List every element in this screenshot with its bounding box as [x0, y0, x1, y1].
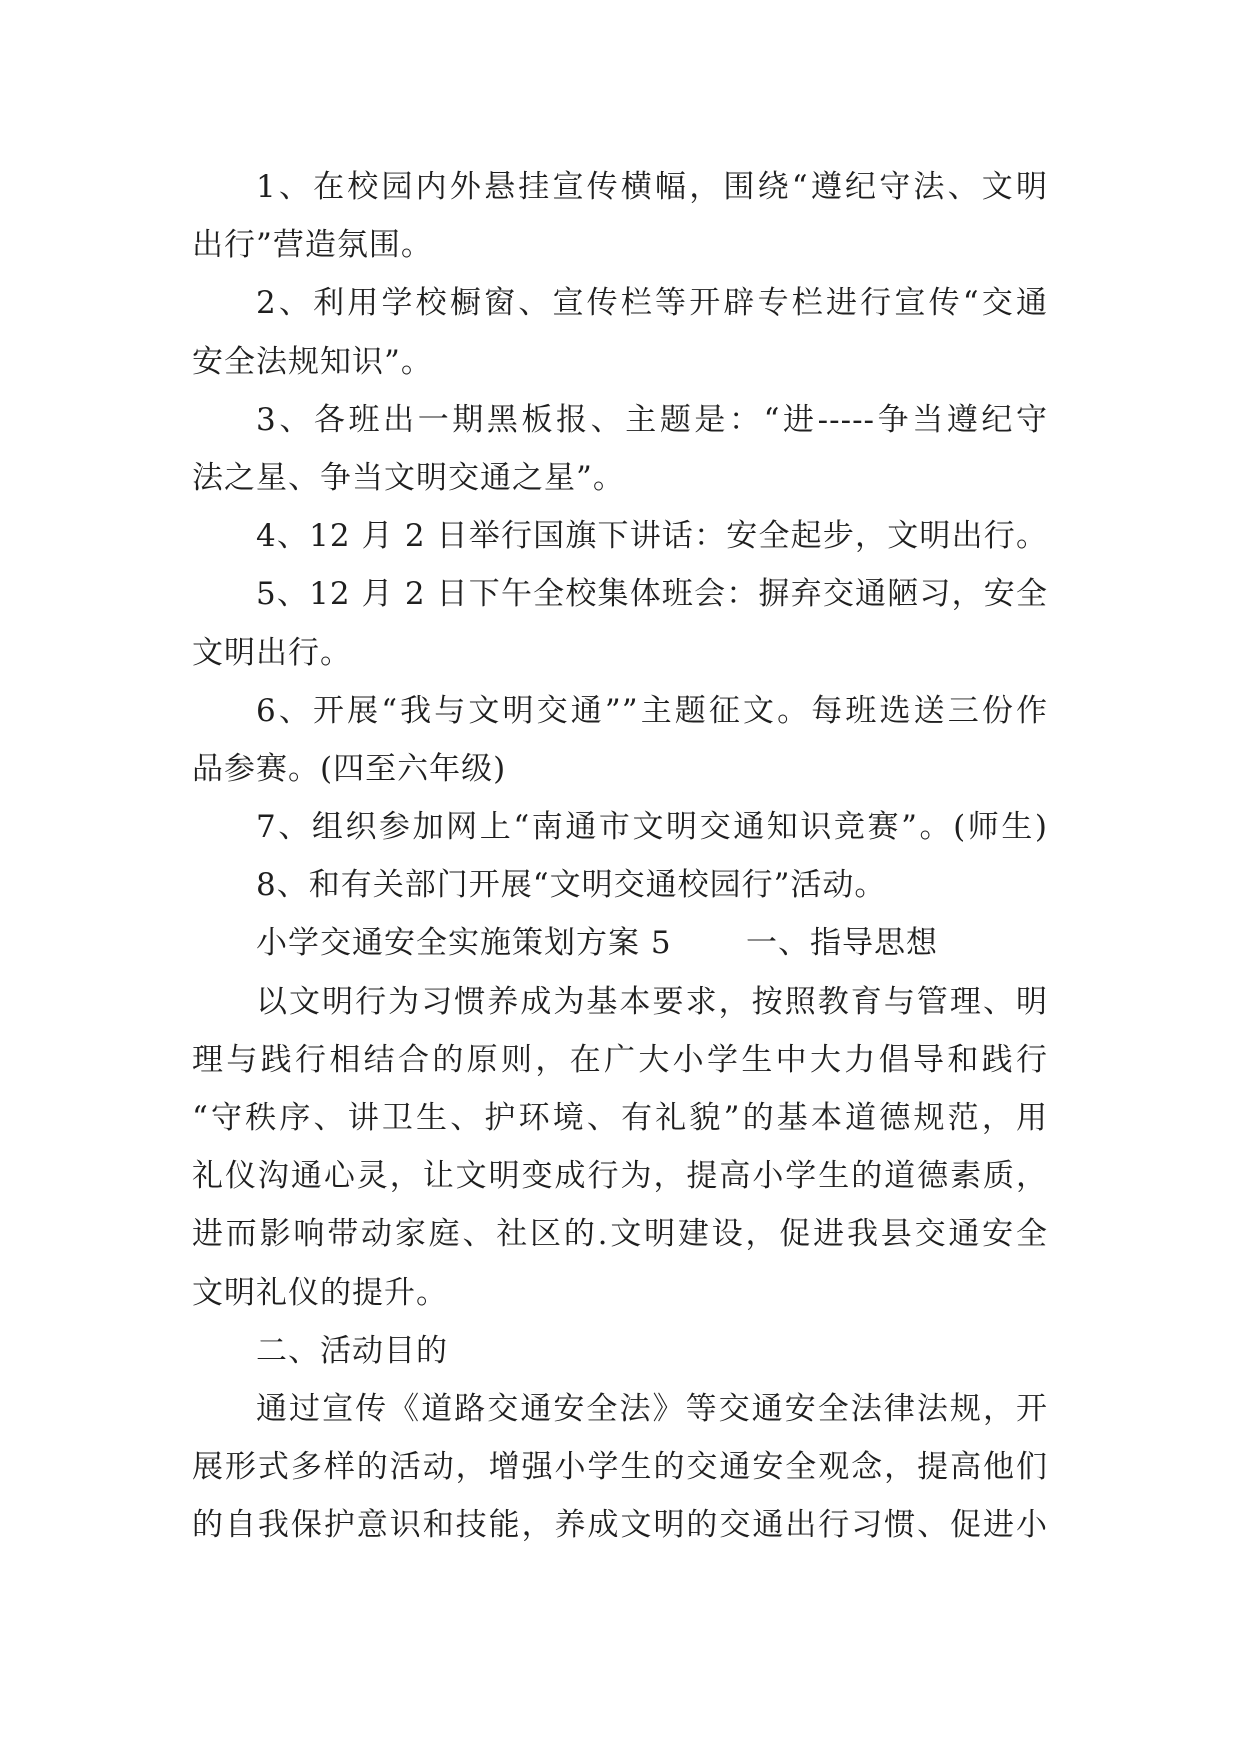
activity-item-2-line-2: 安全法规知识”。 [192, 343, 433, 380]
section-2-paragraph-line: 展形式多样的活动，增强小学生的交通安全观念，提高他们 [192, 1449, 1048, 1486]
activity-item-4-line-1: 4、12 月 2 日举行国旗下讲话：安全起步，文明出行。 [256, 518, 1048, 555]
activity-item-3-line-2: 法之星、争当文明交通之星”。 [192, 459, 625, 496]
section-2-paragraph-line: 通过宣传《道路交通安全法》等交通安全法律法规，开 [256, 1390, 1048, 1427]
section-1-paragraph-line: 礼仪沟通心灵，让文明变成行为，提高小学生的道德素质， [192, 1158, 1048, 1195]
activity-item-3-line-1: 3、各班出一期黑板报、主题是：“进-----争当遵纪守 [256, 401, 1048, 438]
document-body [192, 158, 1048, 1555]
section-2-heading: 二、活动目的 [256, 1332, 448, 1369]
activity-item-1-line-1: 1、在校园内外悬挂宣传横幅，围绕“遵纪守法、文明 [256, 169, 1048, 205]
activity-item-6-line-2: 品参赛。(四至六年级) [192, 750, 507, 787]
section-1-paragraph-line: “守秩序、讲卫生、护环境、有礼貌”的基本道德规范，用 [192, 1100, 1048, 1136]
section-1-paragraph-line: 理与践行相结合的原则，在广大小学生中大力倡导和践行 [192, 1041, 1048, 1078]
section-2-paragraph-line: 的自我保护意识和技能，养成文明的交通出行习惯、促进小 [192, 1507, 1048, 1544]
plan-title: 小学交通安全实施策划方案 5 [256, 925, 672, 962]
section-1-paragraph-line: 进而影响带动家庭、社区的.文明建设，促进我县交通安全 [192, 1216, 1048, 1253]
activity-item-1-line-2: 出行”营造氛围。 [192, 227, 433, 264]
section-1-heading: 一、指导思想 [746, 925, 938, 962]
activity-item-7-line-1: 7、组织参加网上“南通市文明交通知识竞赛”。(师生) [256, 809, 1048, 846]
activity-item-6-line-1: 6、开展“我与文明交通””主题征文。每班选送三份作 [256, 692, 1048, 729]
activity-item-5-line-1: 5、12 月 2 日下午全校集体班会：摒弃交通陋习，安全 [256, 576, 1048, 613]
plan-title-row [192, 914, 1048, 972]
section-1-paragraph-line: 以文明行为习惯养成为基本要求，按照教育与管理、明 [256, 983, 1048, 1020]
activity-item-2-line-1: 2、利用学校橱窗、宣传栏等开辟专栏进行宣传“交通 [256, 285, 1048, 322]
activity-item-5-line-2: 文明出行。 [192, 634, 352, 671]
activity-item-8-line-1: 8、和有关部门开展“文明交通校园行”活动。 [256, 867, 887, 904]
section-1-paragraph-line: 文明礼仪的提升。 [192, 1274, 448, 1311]
